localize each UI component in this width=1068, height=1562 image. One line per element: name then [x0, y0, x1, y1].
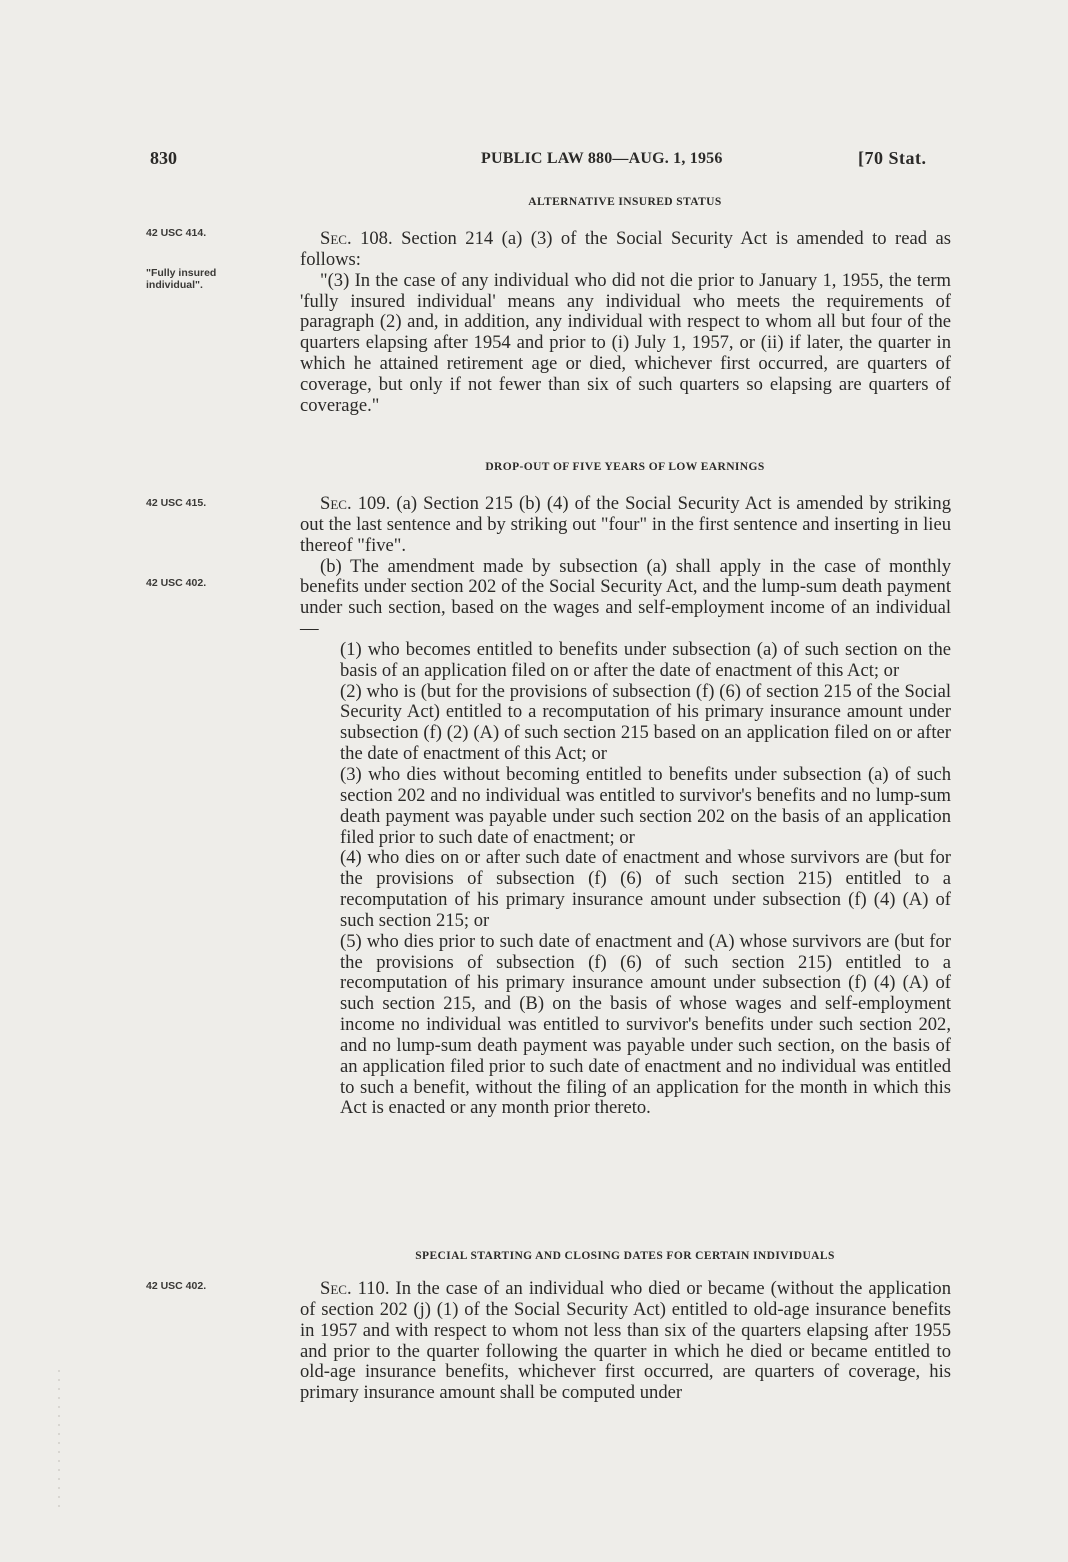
scan-artifact: [58, 1370, 60, 1510]
paragraph-text: 108. Section 214 (a) (3) of the Social Security Act is amended to read as follows:: [300, 228, 951, 270]
paragraph: [300, 494, 951, 557]
sec-label: Sec.: [320, 1278, 352, 1299]
list-item: (3) who dies without becoming entitled to benefits under subsection (a) of such section 202 and no individual was entitled to survivor's benefits and no lump-sum death payment was payable under such section 202 on the basis of an application filed prior to such date of enactment; or: [340, 763, 951, 848]
sec-label: Sec.: [320, 493, 352, 514]
section-heading: ALTERNATIVE INSURED STATUS: [528, 196, 722, 208]
section-108-body: [300, 229, 951, 417]
section-heading: SPECIAL STARTING AND CLOSING DATES FOR CERTAIN INDIVIDUALS: [415, 1250, 835, 1262]
margin-note-fully-insured: [146, 267, 216, 291]
list-item: (4) who dies on or after such date of enactment and whose survivors are (but for the provisions of subsection (f) (6) of such section 215) entitled to a recomputation of his primary insurance amount under subsection (f) (4) (A) of such section 215; or: [340, 847, 951, 931]
paragraph: (b) The amendment made by subsection (a) shall apply in the case of monthly benefits under section 202 of the Social Security Act, and the lump-sum death payment under such section, based on the wages and self-employment income of an individual—: [300, 555, 951, 640]
paragraph-text: 110. In the case of an individual who died or became (without the application of section 202 (j) (1) of the Social Security Act) entitled to old-age insurance benefits in 1957 and with respect to whom not less than six of the quarters elapsing after 1955 and prior to the quarter following the quarter in which he died or became entitled to old-age insurance benefits, whichever first occurred, are quarters of coverage, his primary insurance amount shall be computed under: [300, 1278, 951, 1404]
margin-note-42-usc-415: 42 USC 415.: [146, 497, 207, 509]
margin-note-line: individual".: [146, 279, 203, 291]
paragraph-text: 109. (a) Section 215 (b) (4) of the Social Security Act is amended by striking out the last sentence and by striking out "four" in the first sentence and inserting in lieu thereof "five".: [300, 493, 951, 556]
margin-note-42-usc-414: 42 USC 414.: [146, 227, 207, 239]
paragraph: [300, 229, 951, 271]
sec-label: Sec.: [320, 228, 352, 249]
page-header: [0, 148, 1068, 178]
list-item: (1) who becomes entitled to benefits under subsection (a) of such section on the basis of an application filed on or after the date of enactment of this Act; or: [340, 638, 951, 681]
running-title: PUBLIC LAW 880—AUG. 1, 1956: [481, 150, 723, 167]
paragraph: [300, 1279, 951, 1404]
page-number: 830: [150, 148, 177, 168]
list-item: (2) who is (but for the provisions of subsection (f) (6) of section 215 of the Social Security Act) entitled to a recomputation of his primary insurance amount under subsection (f) (2) (A) of such section 215 based on an application filed on or after the date of enactment of this Act; or: [340, 680, 951, 765]
section-110-body: [300, 1279, 951, 1404]
margin-note-line: "Fully insured: [146, 267, 217, 279]
section-109-body: [300, 494, 951, 1119]
margin-note-42-usc-402: 42 USC 402.: [146, 577, 207, 589]
margin-note-42-usc-402: 42 USC 402.: [146, 1280, 207, 1292]
section-heading: DROP-OUT OF FIVE YEARS OF LOW EARNINGS: [485, 461, 765, 473]
statute-reference: [70 Stat.: [858, 148, 927, 168]
paragraph: "(3) In the case of any individual who did not die prior to January 1, 1955, the term 'fully insured individual' means any individual who meets the requirements of paragraph (2) and, in addition, any individual with respect to whom all but four of the quarters elapsing after 1954 and prior to (i) July 1, 1957, or (ii) if later, the quarter in which he attained retirement age or died, whichever first occurred, are quarters of coverage, but only if not fewer than six of such quarters so elapsing are quarters of coverage.": [300, 269, 951, 416]
list-item: (5) who dies prior to such date of enactment and (A) whose survivors are (but for the provisions of subsection (f) (6) of such section 215) entitled to a recomputation of his primary insurance amount under subsection (f) (4) (A) of such section 215, and (B) on the basis of whose wages and self-employment income no individual was entitled to survivor's benefits under such section 202, and no lump-sum death payment was payable under such section, on the basis of an application filed prior to such date of enactment and no individual was entitled to such a benefit, without the filing of an application for the month in which this Act is enacted or any month prior thereto.: [340, 930, 951, 1119]
